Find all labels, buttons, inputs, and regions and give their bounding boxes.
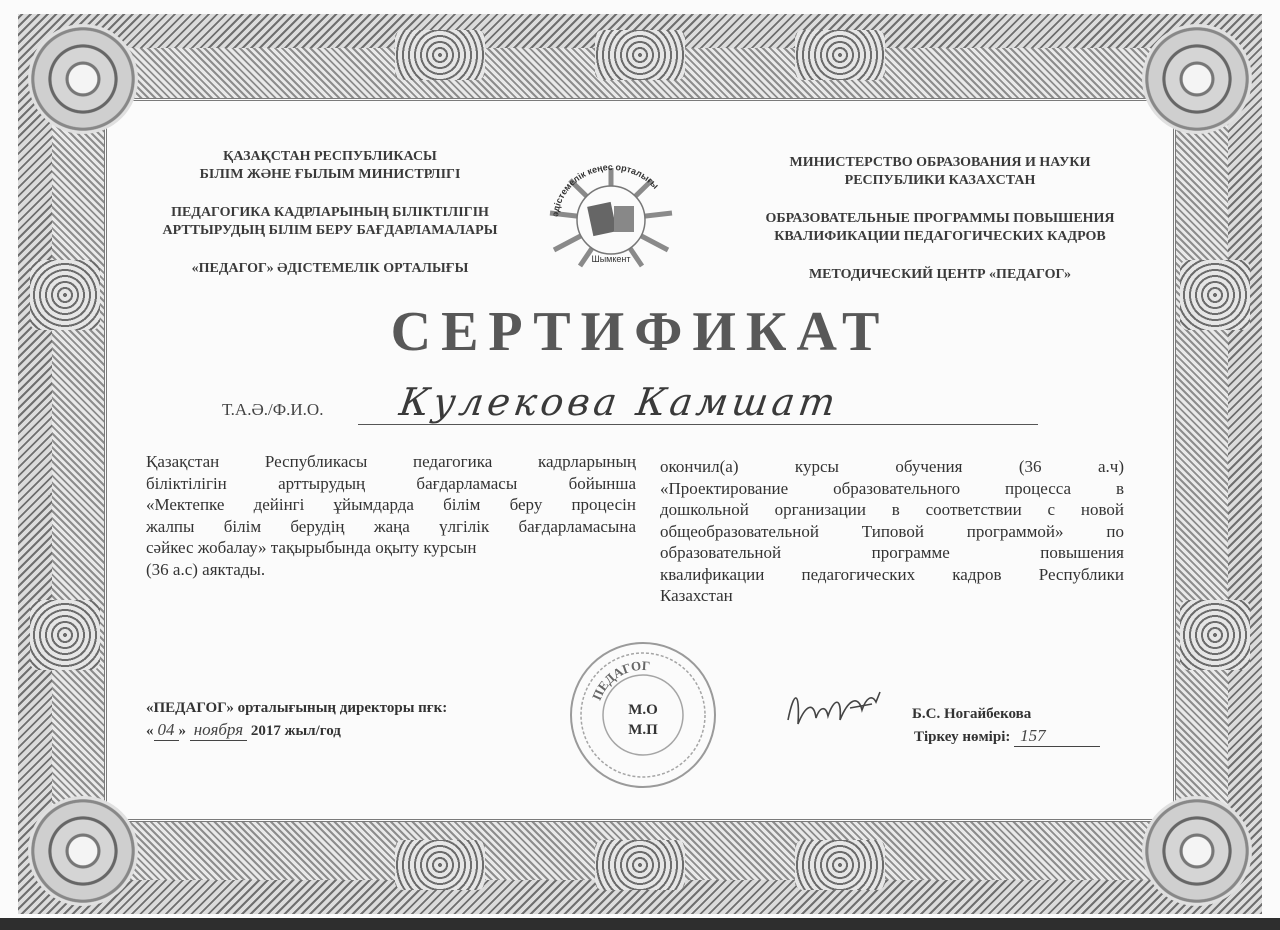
header-ru-line1: МИНИСТЕРСТВО ОБРАЗОВАНИЯ И НАУКИ [789, 155, 1091, 170]
registration-value: 157 [1014, 726, 1100, 747]
header-kz-line5: «ПЕДАГОГ» ӘДІСТЕМЕЛІК ОРТАЛЫҒЫ [191, 261, 469, 276]
scan-bottom-edge [0, 918, 1280, 930]
header-ru-line5: МЕТОДИЧЕСКИЙ ЦЕНТР «ПЕДАГОГ» [808, 267, 1072, 282]
svg-text:ПЕДАГОГ [589, 658, 651, 702]
body-ru-line: образовательной программе повышения [660, 543, 1124, 562]
corner-rosette-icon [1142, 796, 1252, 906]
issue-year: 2017 жыл/год [250, 723, 341, 739]
body-kz-line: біліктілігін арттырудың бағдарламасы бойынша [146, 473, 636, 493]
body-ru-line: Казахстан [660, 586, 733, 605]
corner-rosette-icon [28, 796, 138, 906]
body-ru-line: дошкольной организации в соответствии с новой [660, 500, 1124, 519]
signatory-name: Б.С. Ногайбекова [912, 706, 1032, 722]
registration-label: Тіркеу нөмірі: [914, 729, 1011, 745]
border-ornament-icon [795, 30, 885, 80]
official-stamp-icon [568, 640, 718, 790]
corner-rosette-icon [28, 24, 138, 134]
body-text-kazakh [146, 451, 636, 580]
header-kazakh [130, 148, 530, 278]
corner-rosette-icon [1142, 24, 1252, 134]
stamp-top-text: ПЕДАГОГ [588, 657, 651, 703]
logo-city-text: Шымкент [591, 254, 631, 264]
header-kz-line1: ҚАЗАҚСТАН РЕСПУБЛИКАСЫ [223, 149, 437, 164]
body-ru-line: общеобразовательной Типовой программой» по [660, 521, 1124, 541]
body-kz-line: «Мектепке дейінгі ұйымдарда білім беру процесін [146, 495, 636, 514]
pedagog-logo-icon [540, 158, 682, 270]
stamp-center-line1: М.О [628, 702, 658, 718]
issue-day: 04 [154, 720, 179, 741]
header-russian [730, 154, 1150, 284]
header-kz-line3: ПЕДАГОГИКА КАДРЛАРЫНЫҢ БІЛІКТІЛІГІН [171, 205, 489, 220]
border-ornament-icon [595, 30, 685, 80]
header-ru-line4: КВАЛИФИКАЦИИ ПЕДАГОГИЧЕСКИХ КАДРОВ [774, 229, 1106, 244]
certificate-title: СЕРТИФИКАТ [390, 301, 890, 363]
body-kz-line: сәйкес жобалау» тақырыбында оқыту курсын [146, 538, 477, 557]
handwritten-signature-icon [780, 680, 900, 740]
recipient-underline [358, 424, 1038, 425]
logo-arc-text: әдістемелік кеңес орталығы [550, 161, 661, 218]
header-kz-line4: АРТТЫРУДЫҢ БІЛІМ БЕРУ БАҒДАРЛАМАЛАРЫ [162, 223, 498, 238]
border-ornament-icon [395, 30, 485, 80]
header-ru-line2: РЕСПУБЛИКИ КАЗАХСТАН [844, 173, 1036, 188]
body-ru-line: окончил(а) курсы обучения (36 а.ч) [660, 457, 1124, 476]
issue-month: ноября [190, 720, 247, 741]
body-kz-line: (36 а.с) аяктады. [146, 559, 266, 579]
stamp-center-line2: М.П [628, 722, 658, 738]
issue-date: « 04 » ноября 2017 жыл/год [146, 720, 341, 739]
border-ornament-icon [1180, 600, 1250, 670]
border-ornament-icon [30, 600, 100, 670]
body-ru-line: «Проектирование образовательного процесса в [660, 478, 1124, 498]
border-ornament-icon [595, 840, 685, 890]
header-kz-line2: БІЛІМ ЖӘНЕ ҒЫЛЫМ МИНИСТРЛІГІ [199, 167, 461, 182]
body-text-russian [660, 456, 1124, 607]
border-ornament-icon [395, 840, 485, 890]
border-ornament-icon [795, 840, 885, 890]
header-ru-line3: ОБРАЗОВАТЕЛЬНЫЕ ПРОГРАММЫ ПОВЫШЕНИЯ [765, 211, 1115, 226]
registration-number [914, 726, 1100, 747]
body-kz-line: жалпы білім берудің жаңа үлгілік бағдарламасына [146, 516, 636, 536]
body-kz-line: Қазақстан Республикасы педагогика кадрларының [146, 452, 636, 471]
director-label: «ПЕДАГОГ» орталығының директоры пғк: [146, 700, 448, 716]
recipient-label: Т.А.Ә./Ф.И.О. [222, 400, 324, 419]
recipient-name: Кулекова Камшат [396, 380, 842, 424]
body-ru-line: квалификации педагогических кадров Республики [660, 564, 1124, 584]
